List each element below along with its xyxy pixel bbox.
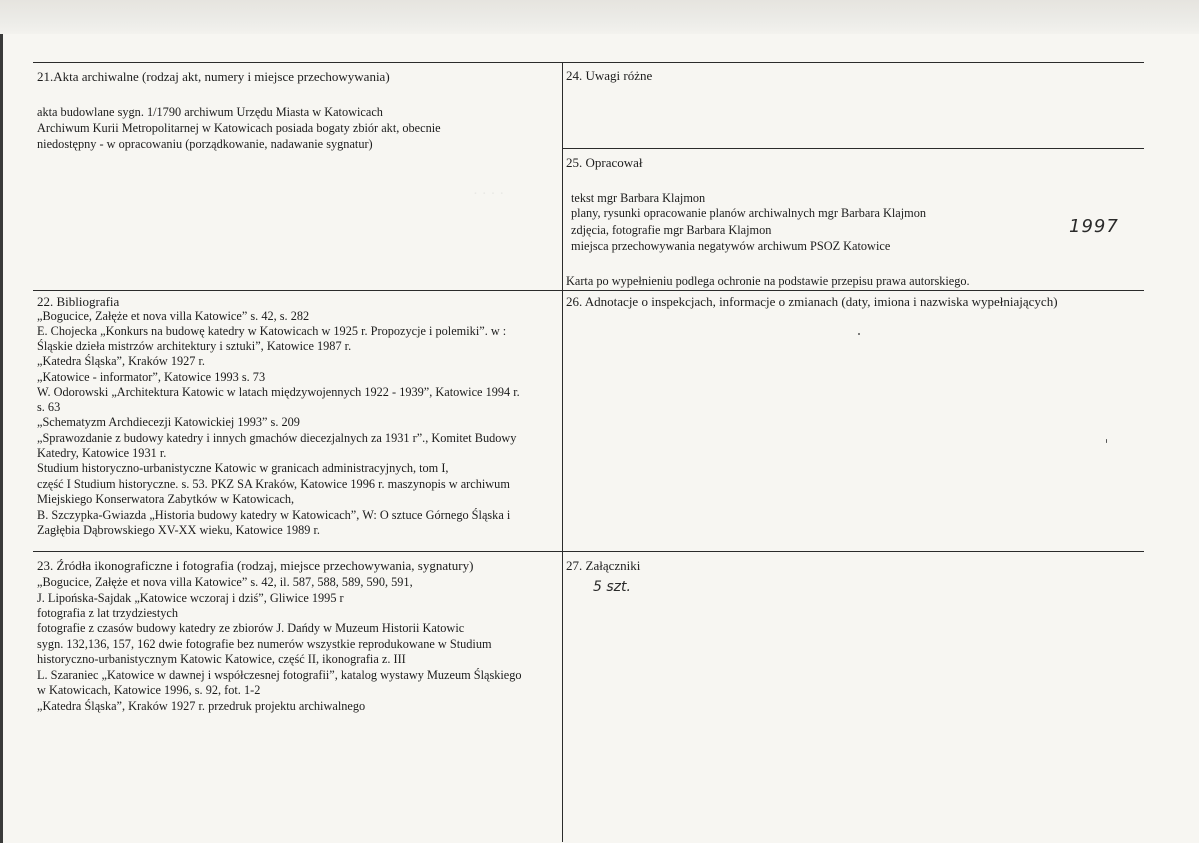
- s27-heading: 27. Załączniki: [566, 558, 641, 573]
- s23-line: fotografia z lat trzydziestych: [37, 606, 179, 620]
- s22-line: B. Szczypka-Gwiazda „Historia budowy katedry w Katowicach”, W: O sztuce Górnego Śląska i: [37, 508, 511, 522]
- s25-line: zdjęcia, fotografie mgr Barbara Klajmon: [571, 223, 772, 237]
- s23-line: L. Szaraniec „Katowice w dawnej i współczesnej fotografii”, katalog wystawy Muzeum Śląskiego: [37, 668, 522, 682]
- s25-line: tekst mgr Barbara Klajmon: [571, 191, 706, 205]
- s22-line: część I Studium historyczne. s. 53. PKZ SA Kraków, Katowice 1996 r. maszynopis w archiwum: [37, 477, 510, 491]
- s25-heading: 25. Opracował: [566, 155, 643, 170]
- s23-line: „Bogucice, Załęże et nova villa Katowice” s. 42, il. 587, 588, 589, 590, 591,: [37, 575, 413, 589]
- rule-top: [33, 62, 1144, 63]
- rule-row3: [33, 551, 1144, 552]
- s22-line: „Schematyzm Archdiecezji Katowickiej 1993” s. 209: [37, 415, 300, 429]
- handwritten-attachments: 5 szt.: [593, 579, 631, 595]
- s22-line: W. Odorowski „Architektura Katowic w latach międzywojennych 1922 - 1939”, Katowice 1994 r.: [37, 385, 520, 399]
- s26-heading: 26. Adnotacje o inspekcjach, informacje o zmianach (daty, imiona i nazwiska wypełniających): [566, 294, 1058, 309]
- s23-heading: 23. Źródła ikonograficzne i fotografia (rodzaj, miejsce przechowywania, sygnatury): [37, 558, 474, 573]
- s22-heading: 22. Bibliografia: [37, 294, 120, 309]
- s21-line: akta budowlane sygn. 1/1790 archiwum Urzędu Miasta w Katowicach: [37, 105, 383, 119]
- rule-row2: [33, 290, 1144, 291]
- s21-line: Archiwum Kurii Metropolitarnej w Katowicach posiada bogaty zbiór akt, obecnie: [37, 121, 441, 135]
- s22-line: „Sprawozdanie z budowy katedry i innych gmachów diecezjalnych za 1931 r”., Komitet Budowy: [37, 431, 517, 445]
- s21-heading: 21.Akta archiwalne (rodzaj akt, numery i miejsce przechowywania): [37, 69, 390, 84]
- s22-line: Katedry, Katowice 1931 r.: [37, 446, 167, 460]
- handwritten-year: 1997: [1069, 216, 1119, 237]
- s23-line: sygn. 132,136, 157, 162 dwie fotografie bez numerów wszystkie reprodukowane w Studium: [37, 637, 492, 651]
- s23-line: w Katowicach, Katowice 1996, s. 92, fot. 1-2: [37, 683, 261, 697]
- s23-line: J. Lipońska-Sajdak „Katowice wczoraj i dziś”, Gliwice 1995 r: [37, 591, 344, 605]
- rule-24-25: [562, 148, 1144, 149]
- s25-line: miejsca przechowywania negatywów archiwum PSOZ Katowice: [571, 239, 891, 253]
- scan-top-margin: [0, 0, 1199, 34]
- column-divider: [562, 62, 563, 842]
- s23-line: „Katedra Śląska”, Kraków 1927 r. przedruk projektu archiwalnego: [37, 699, 366, 713]
- s22-line: „Bogucice, Załęże et nova villa Katowice” s. 42, s. 282: [37, 309, 310, 323]
- s22-line: Studium historyczno-urbanistyczne Katowic w granicach administracyjnych, tom I,: [37, 461, 449, 475]
- s22-line: „Katedra Śląska”, Kraków 1927 r.: [37, 354, 206, 368]
- s22-line: Miejskiego Konserwatora Zabytków w Katowicach,: [37, 492, 295, 506]
- s24-heading: 24. Uwagi różne: [566, 68, 653, 83]
- speck: [1106, 439, 1107, 443]
- s22-line: s. 63: [37, 400, 61, 414]
- s22-line: „Katowice - informator”, Katowice 1993 s. 73: [37, 370, 266, 384]
- s25-line: plany, rysunki opracowanie planów archiwalnych mgr Barbara Klajmon: [571, 206, 927, 220]
- s22-line: Śląskie dzieła mistrzów architektury i sztuki”, Katowice 1987 r.: [37, 339, 352, 353]
- bleed-through-mark: · · · ·: [473, 186, 505, 202]
- record-card-page: [3, 34, 1199, 843]
- s21-line: niedostępny - w opracowaniu (porządkowanie, nadawanie sygnatur): [37, 137, 373, 151]
- s22-line: E. Chojecka „Konkurs na budowę katedry w Katowicach w 1925 r. Propozycje i polemiki”. w :: [37, 324, 507, 338]
- copyright-note: Karta po wypełnieniu podlega ochronie na podstawie przepisu prawa autorskiego.: [566, 274, 970, 288]
- s23-line: fotografie z czasów budowy katedry ze zbiorów J. Dańdy w Muzeum Historii Katowic: [37, 621, 465, 635]
- s22-line: Zagłębia Dąbrowskiego XV-XX wieku, Katowice 1989 r.: [37, 523, 320, 537]
- speck: [858, 333, 860, 335]
- s23-line: historyczno-urbanistycznym Katowic Katowice, część II, ikonografia z. III: [37, 652, 406, 666]
